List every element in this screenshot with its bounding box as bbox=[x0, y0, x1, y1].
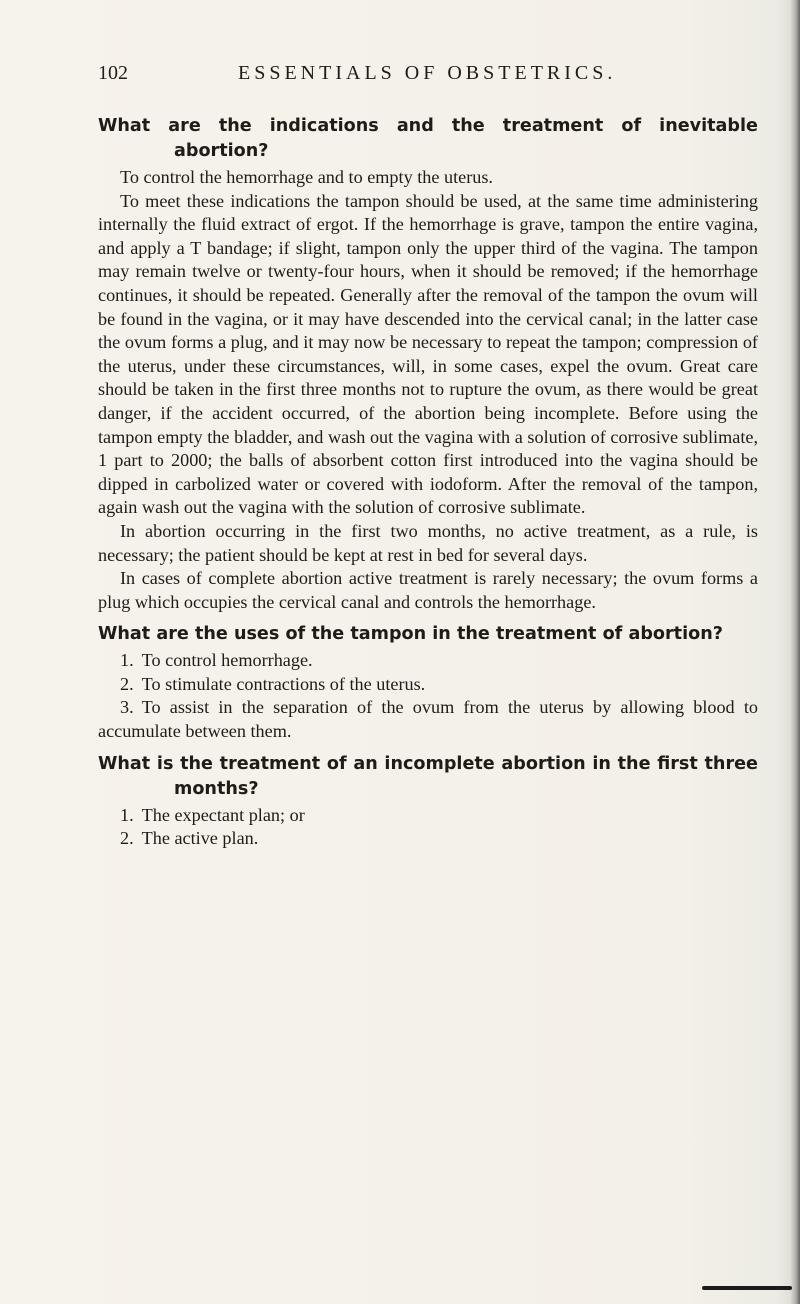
list-text: To stimulate contractions of the uterus. bbox=[141, 673, 426, 694]
numbered-list bbox=[98, 649, 758, 743]
question-heading: What are the uses of the tampon in the treatment of abortion? bbox=[98, 624, 723, 645]
page-edge-shadow bbox=[790, 0, 800, 1304]
list-item bbox=[98, 696, 758, 743]
question-heading: What is the treatment of an incomplete abortion in the first three months? bbox=[98, 753, 758, 799]
binding-mark bbox=[702, 1286, 792, 1290]
question-heading: What are the indications and the treatment of inevitable abortion? bbox=[98, 116, 758, 161]
list-item bbox=[98, 649, 758, 673]
page-number: 102 bbox=[98, 62, 128, 84]
answer-paragraph: In abortion occurring in the first two months, no active treatment, as a rule, is necessary; the patient should be kept at rest in bed for several days. bbox=[98, 520, 758, 565]
answer-paragraph: To control the hemorrhage and to empty the uterus. bbox=[120, 167, 493, 187]
list-number: 1. bbox=[120, 804, 134, 825]
list-text: To assist in the separation of the ovum from the uterus by allowing blood to accumulate between them. bbox=[98, 697, 758, 742]
page-body bbox=[98, 114, 758, 851]
running-title: ESSENTIALS OF OBSTETRICS. bbox=[238, 62, 617, 84]
answer-paragraph: To meet these indications the tampon should be used, at the same time administering internally the fluid extract of ergot. If the hemorrhage is grave, tampon the entire vagina, and apply a T bandage; if slight, tampon only the upper third of the vagina. The tampon may remain twelve or twenty-four hours, when it should be removed; if the hemorrhage continues, it should be repeated. Generally after the removal of the tampon the ovum will be found in the vagina, or it may have descended into the cervical canal; in the latter case the ovum forms a plug, and it may now be necessary to repeat the tampon; compression of the uterus, under these circumstances, will, in some cases, expel the ovum. Great care should be taken in the first three months not to rupture the ovum, as there would be great danger, if the accident occurred, of the abortion being incomplete. Before using the tampon empty the bladder, and wash out the vagina with a solution of corrosive sublimate, 1 part to 2000; the balls of absorbent cotton first introduced into the vagina should be dipped in carbolized water or covered with iodoform. After the removal of the tampon, again wash out the vagina with the solution of corrosive sublimate. bbox=[98, 190, 758, 518]
list-text: To control hemorrhage. bbox=[141, 650, 313, 671]
list-number: 3. bbox=[120, 697, 134, 718]
answer-paragraph: In cases of complete abortion active treatment is rarely necessary; the ovum forms a plug which occupies the cervical canal and controls the hemorrhage. bbox=[98, 568, 758, 612]
list-item bbox=[98, 827, 758, 851]
list-text: The expectant plan; or bbox=[141, 804, 305, 825]
list-number: 1. bbox=[120, 650, 134, 671]
list-item bbox=[98, 804, 758, 828]
list-number: 2. bbox=[120, 673, 134, 694]
list-text: The active plan. bbox=[141, 828, 259, 849]
numbered-list bbox=[98, 804, 758, 851]
list-number: 2. bbox=[120, 828, 134, 849]
list-item bbox=[98, 673, 758, 697]
